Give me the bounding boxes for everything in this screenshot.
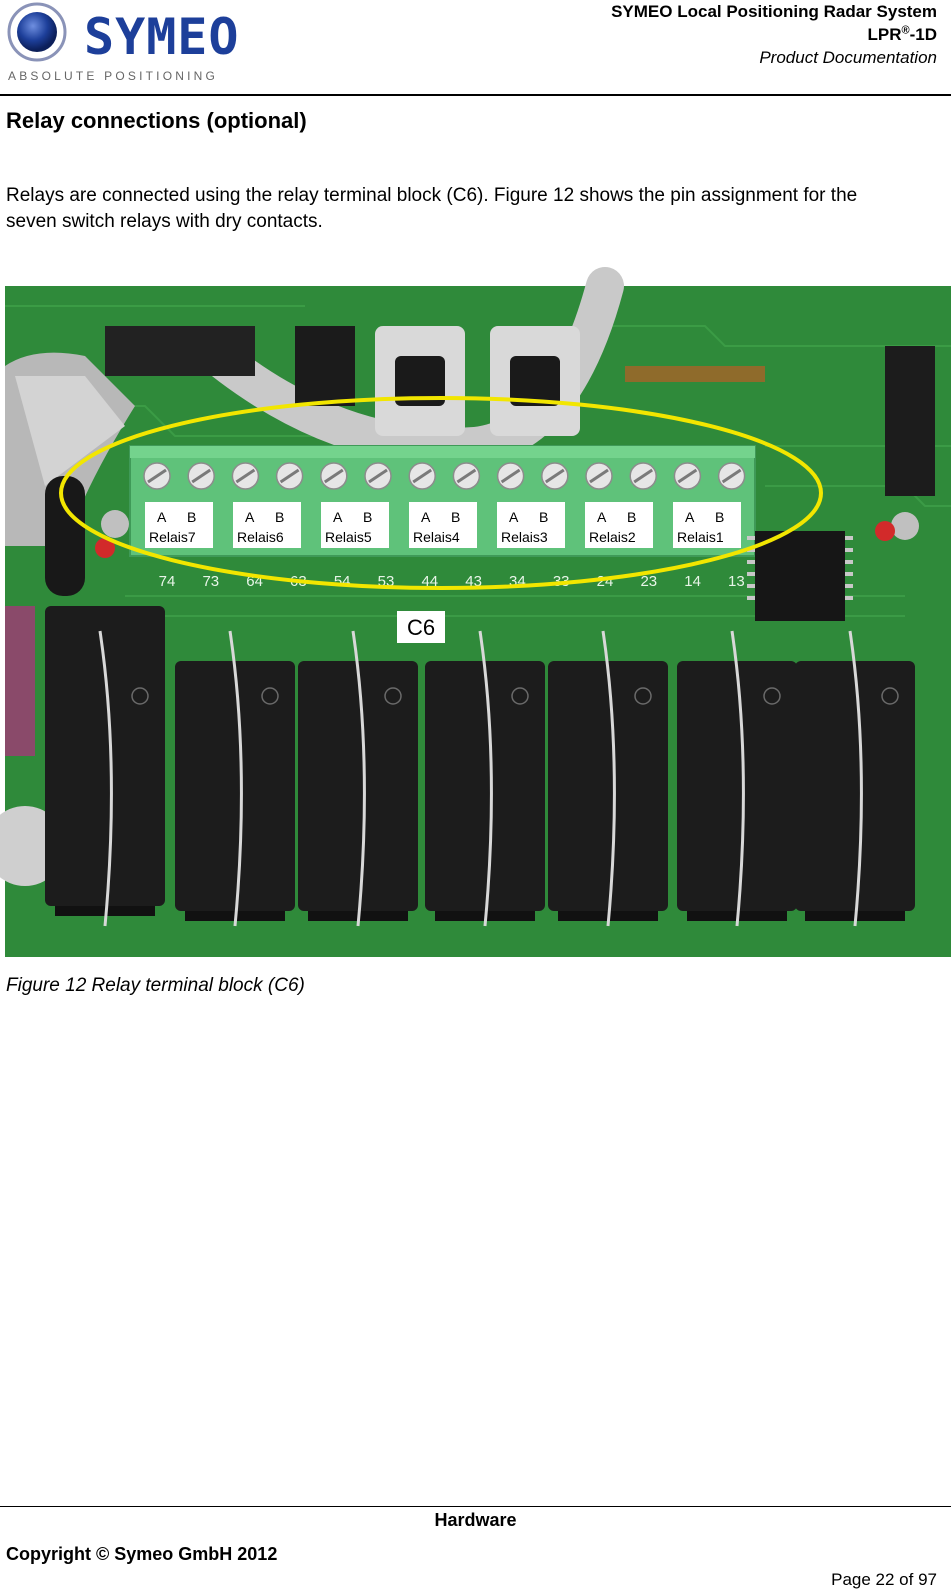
footer-rule	[0, 1506, 951, 1507]
symeo-logo	[6, 2, 240, 84]
footer-copyright: Copyright © Symeo GmbH 2012	[6, 1544, 278, 1564]
terminal-label-b: B	[539, 509, 549, 525]
relay-name-label: Relais3	[501, 529, 548, 545]
terminal-screw	[542, 463, 568, 489]
relay-component	[45, 606, 165, 926]
section-title: Relay connections (optional)	[6, 108, 307, 133]
relay-component	[795, 631, 915, 926]
logo-wordmark: SYMEO	[84, 8, 240, 66]
relay-terminal-label	[585, 502, 653, 548]
terminal-screw	[719, 463, 745, 489]
terminal-screw	[365, 463, 391, 489]
header-system-name: SYMEO Local Positioning Radar System	[611, 2, 937, 21]
relay-terminal-label	[409, 502, 477, 548]
logo-tagline: ABSOLUTE POSITIONING	[8, 69, 219, 83]
relay-name-label: Relais1	[677, 529, 724, 545]
relay-component	[298, 631, 418, 926]
relay-terminal-label	[321, 502, 389, 548]
pin-number: 43	[465, 573, 482, 590]
relay-component	[677, 631, 797, 926]
pin-number: 53	[377, 573, 395, 590]
terminal-label-b: B	[187, 509, 197, 525]
terminal-label-a: A	[685, 509, 695, 525]
pin-number: 73	[202, 573, 220, 590]
relay-name-label: Relais2	[589, 529, 636, 545]
pin-number: 74	[158, 573, 176, 590]
block-label-c6: C6	[406, 615, 436, 640]
terminal-screw	[586, 463, 612, 489]
terminal-label-a: A	[245, 509, 255, 525]
terminal-screw	[144, 463, 170, 489]
terminal-screw	[277, 463, 303, 489]
relay-component	[175, 631, 295, 926]
relay-board-photo	[5, 286, 951, 957]
terminal-screw	[188, 463, 214, 489]
relay-terminal-label	[145, 502, 213, 548]
pin-number: 54	[333, 573, 351, 590]
pin-number: 14	[684, 573, 701, 590]
relay-terminal-label	[497, 502, 565, 548]
pin-number: 23	[640, 573, 658, 590]
terminal-label-a: A	[421, 509, 431, 525]
terminal-screw	[674, 463, 700, 489]
pin-number: 33	[552, 573, 570, 590]
terminal-label-a: A	[333, 509, 343, 525]
terminal-screw	[498, 463, 524, 489]
terminal-screw	[321, 463, 347, 489]
pin-number: 34	[509, 573, 526, 590]
terminal-screw	[630, 463, 656, 489]
body-paragraph: Relays are connected using the relay terminal block (C6). Figure 12 shows the pin assignment for the seven switch relays with dry contacts.	[6, 185, 858, 232]
relay-component	[548, 631, 668, 926]
terminal-screw	[232, 463, 258, 489]
figure-caption: Figure 12 Relay terminal block (C6)	[6, 975, 305, 996]
terminal-label-a: A	[509, 509, 519, 525]
relay-name-label: Relais6	[237, 529, 284, 545]
header-rule	[0, 94, 951, 96]
pin-number: 63	[290, 573, 307, 590]
terminal-label-b: B	[363, 509, 373, 525]
relay-name-label: Relais7	[149, 529, 196, 545]
terminal-label-b: B	[627, 509, 637, 525]
terminal-label-b: B	[275, 509, 285, 525]
relay-name-label: Relais5	[325, 529, 372, 545]
pin-number: 44	[421, 573, 439, 590]
terminal-label-a: A	[597, 509, 607, 525]
header-doc-type: Product Documentation	[759, 48, 937, 67]
terminal-label-b: B	[451, 509, 461, 525]
footer-page-number: Page 22 of 97	[831, 1570, 937, 1589]
header-product-name: LPR®-1D	[867, 24, 937, 44]
relay-terminal-label	[233, 502, 301, 548]
terminal-label-b: B	[715, 509, 725, 525]
relay-terminal-label	[673, 502, 741, 548]
terminal-screw	[453, 463, 479, 489]
terminal-label-a: A	[157, 509, 167, 525]
terminal-screw	[409, 463, 435, 489]
pin-number: 13	[728, 573, 745, 590]
document-header	[611, 0, 937, 69]
pin-number: 64	[246, 573, 263, 590]
relay-component	[425, 631, 545, 926]
relay-name-label: Relais4	[413, 529, 460, 545]
pin-number: 24	[596, 573, 614, 590]
footer-section: Hardware	[434, 1510, 517, 1530]
